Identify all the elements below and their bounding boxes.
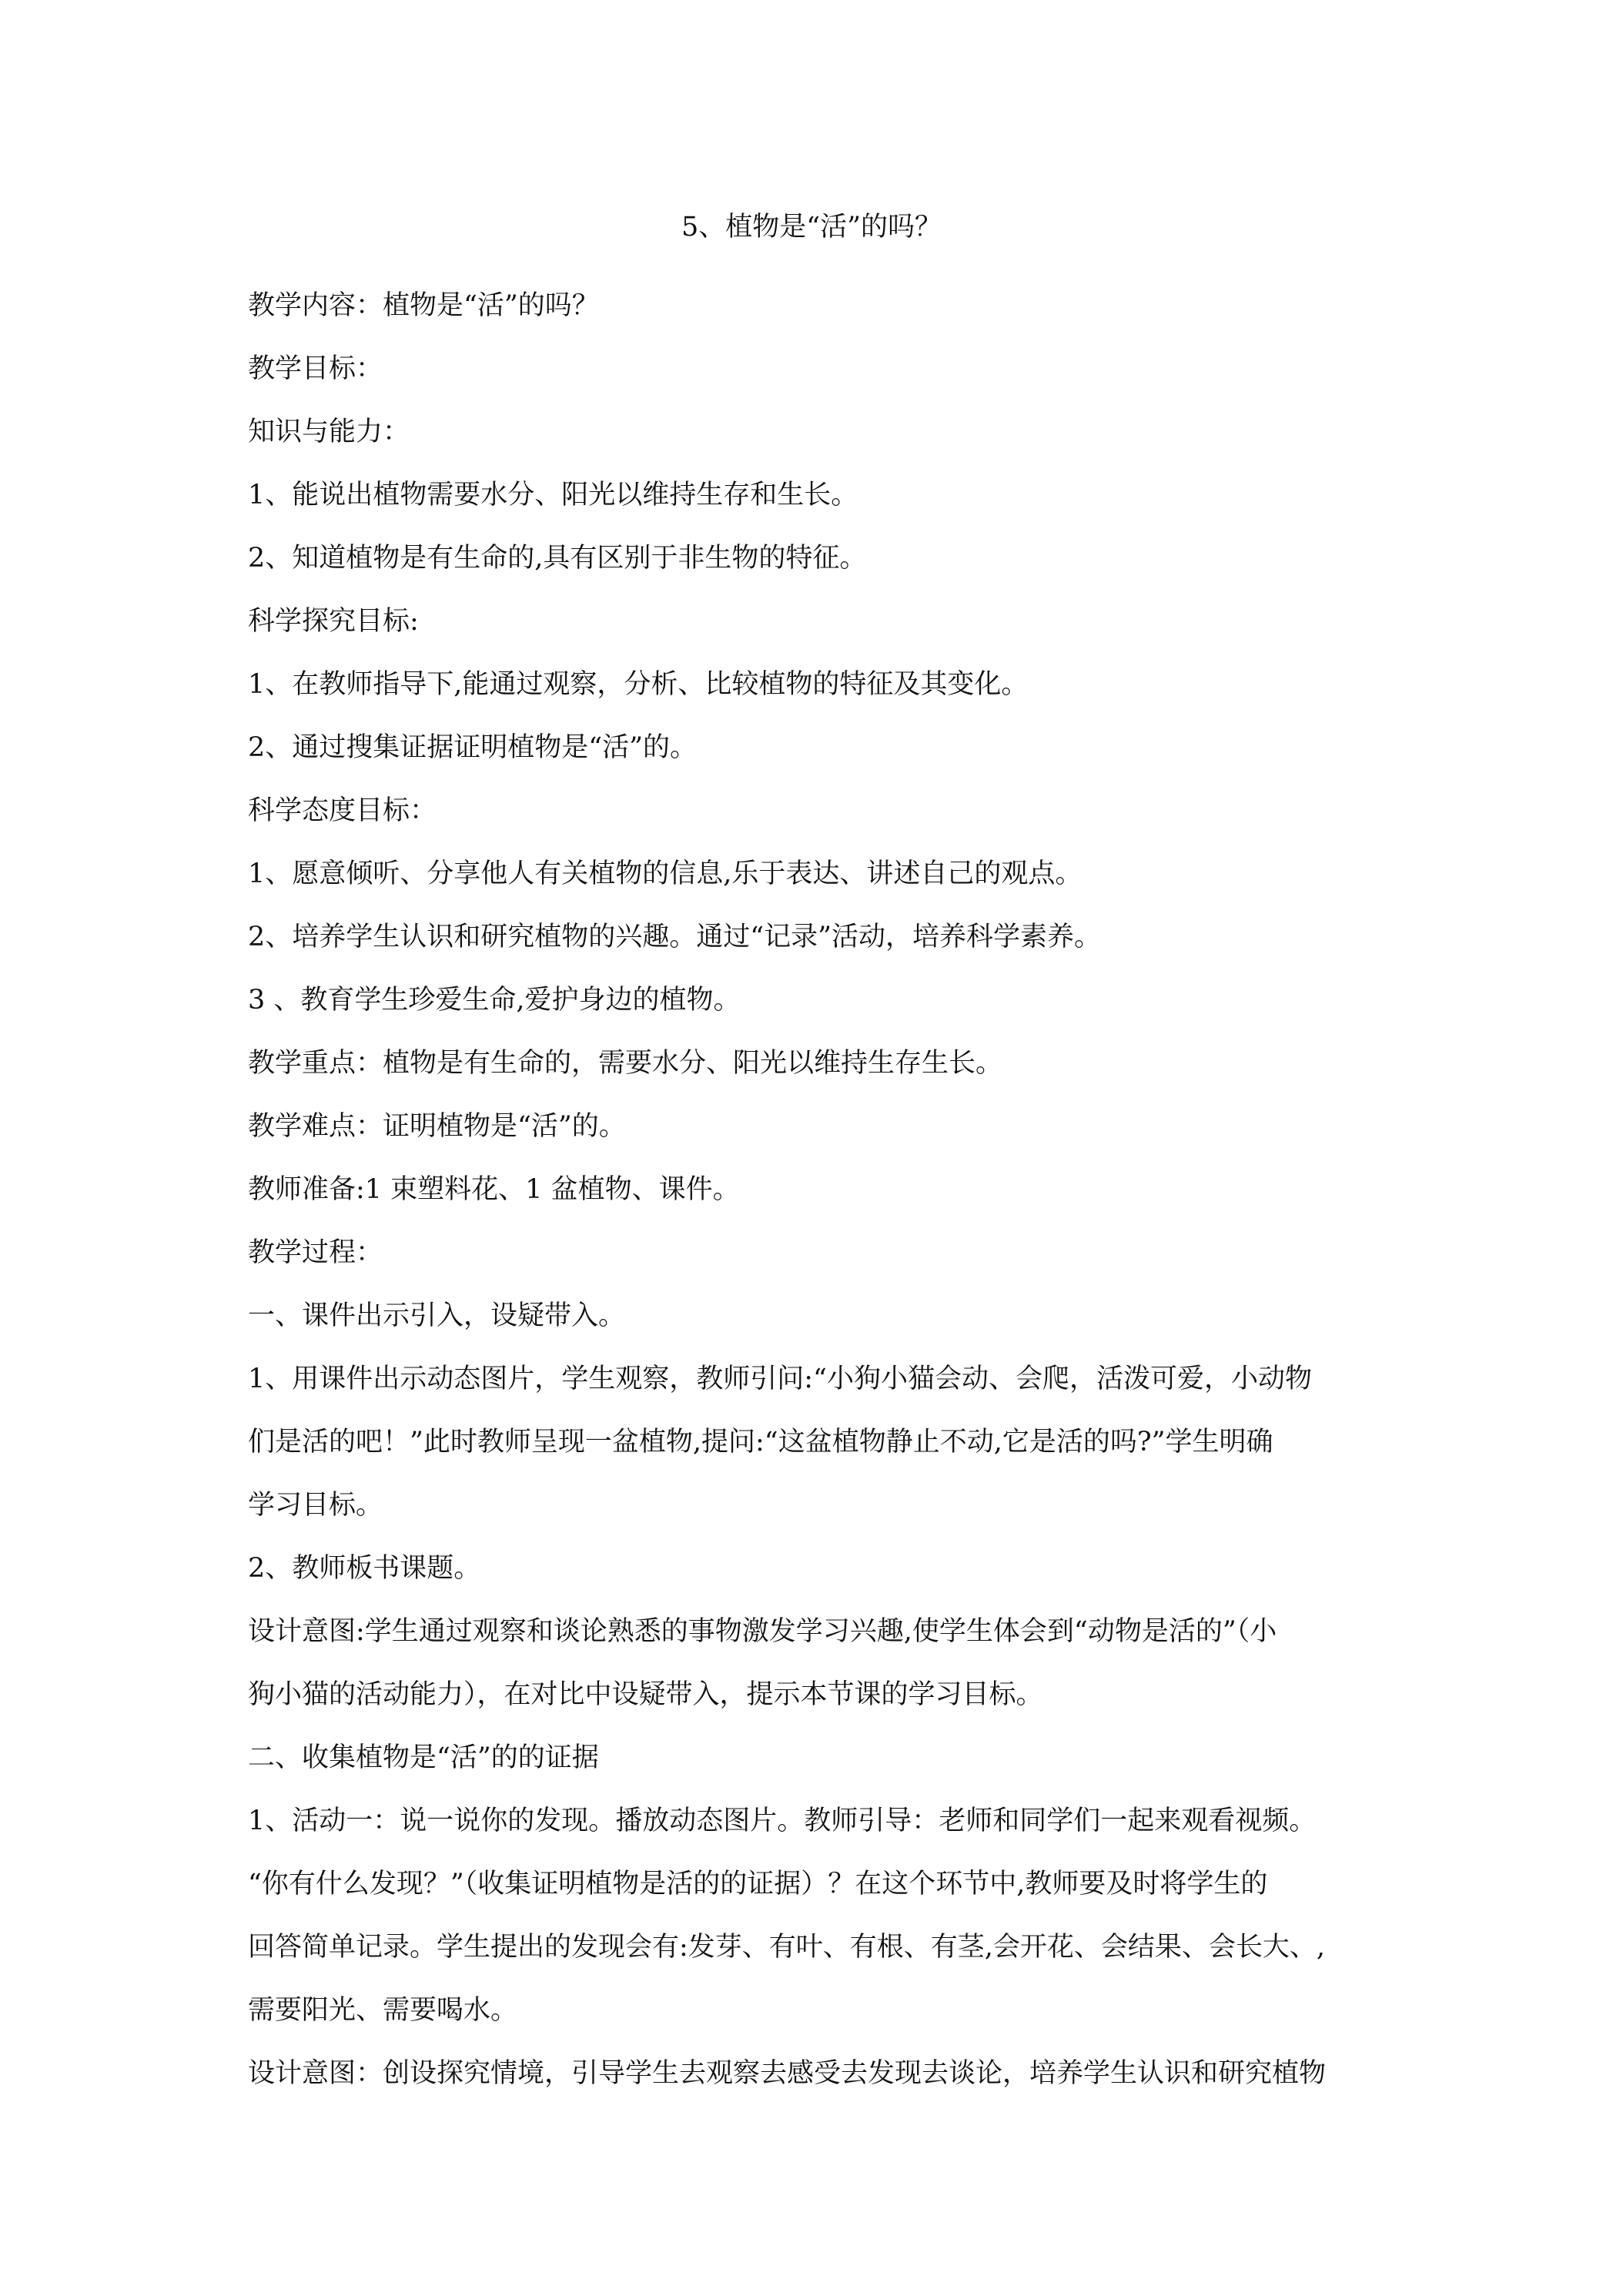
document-title: 5、植物是“活”的吗？ [681,212,942,243]
body-line: 科学态度目标： [248,795,437,826]
body-line: 教学过程： [248,1237,383,1268]
body-line: “你有什么发现？”（收集证明植物是活的的证据）？在这个环节中,教师要及时将学生的 [248,1869,1268,1899]
body-line: 回答简单记录。学生提出的发现会有:发芽、有叶、有根、有茎,会开花、会结果、会长大、, [248,1932,1326,1963]
body-line: 1、在教师指导下,能通过观察，分析、比较植物的特征及其变化。 [248,669,1029,700]
body-line: 设计意图:学生通过观察和谈论熟悉的事物激发学习兴趣,使学生体会到“动物是活的”（小 [248,1616,1277,1647]
body-line: 1、能说出植物需要水分、阳光以维持生存和生长。 [248,480,858,510]
body-line: 教学目标： [248,353,383,384]
body-line: 2、知道植物是有生命的,具有区别于非生物的特征。 [248,543,867,574]
body-line: 2、培养学生认识和研究植物的兴趣。通过“记录”活动，培养科学素养。 [248,922,1102,952]
body-line: 2、通过搜集证据证明植物是“活”的。 [248,732,698,763]
body-line: 3 、教育学生珍爱生命,爱护身边的植物。 [248,985,741,1016]
body-line: 知识与能力： [248,417,410,447]
body-line: 教学内容：植物是“活”的吗？ [248,290,599,321]
body-line: 二、收集植物是“活”的的证据 [248,1742,599,1773]
body-line: 教师准备:1 束塑料花、1 盆植物、课件。 [248,1174,740,1205]
body-line: 1、活动一：说一说你的发现。播放动态图片。教师引导：老师和同学们一起来观看视频。 [248,1806,1317,1836]
body-line: 2、教师板书课题。 [248,1553,481,1584]
body-line: 学习目标。 [248,1490,383,1521]
body-line: 设计意图：创设探究情境，引导学生去观察去感受去发现去谈论，培养学生认识和研究植物 [248,2058,1327,2089]
body-line: 教学难点：证明植物是“活”的。 [248,1111,626,1142]
body-line: 教学重点：植物是有生命的，需要水分、阳光以维持生存生长。 [248,1048,1003,1079]
body-line: 1、用课件出示动态图片，学生观察，教师引问:“小狗小猫会动、会爬，活泼可爱，小动物 [248,1364,1312,1394]
body-line: 需要阳光、需要喝水。 [248,1995,518,2026]
body-line: 科学探究目标: [248,606,419,637]
body-line: 1、愿意倾听、分享他人有关植物的信息,乐于表达、讲述自己的观点。 [248,858,1083,889]
body-line: 狗小猫的活动能力），在对比中设疑带入，提示本节课的学习目标。 [248,1679,1043,1710]
body-line: 一、课件出示引入，设疑带入。 [248,1300,626,1331]
body-line: 们是活的吧！”此时教师呈现一盆植物,提问:“这盆植物静止不动,它是活的吗?”学生明确 [248,1427,1273,1458]
document-body [248,274,1397,2105]
